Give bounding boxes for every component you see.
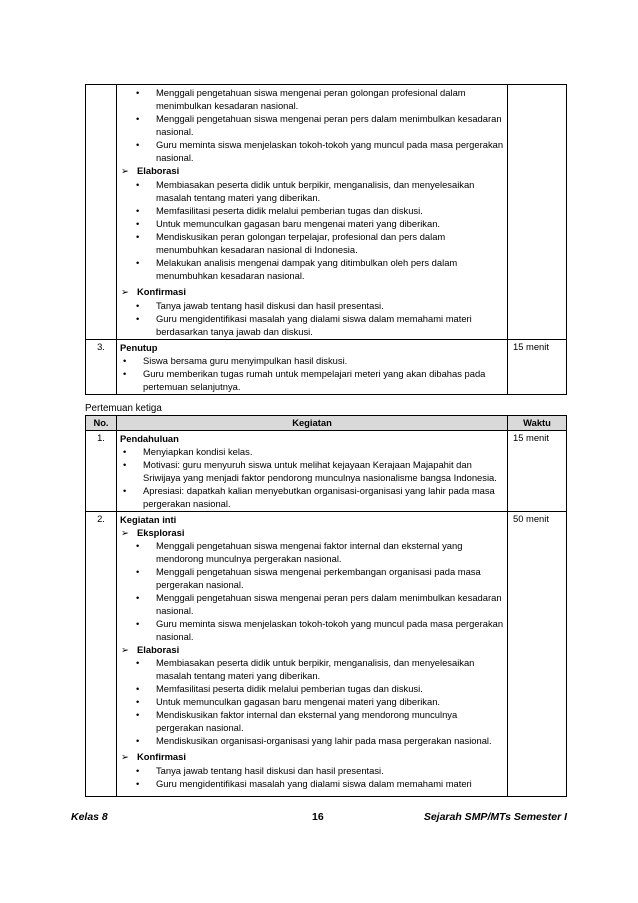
bullet-icon: • — [136, 618, 140, 629]
section-heading-konfirmasi: ➢ Konfirmasi — [121, 286, 186, 297]
section-heading-eksplorasi: ➢ Eksplorasi — [121, 527, 185, 538]
list-item: • Siswa bersama guru menyimpulkan hasil diskusi. — [120, 354, 505, 367]
header-no: No. — [86, 416, 117, 431]
list-item: • Guru mengidentifikasi masalah yang dialami siswa dalam memahami materi berdasarkan tanya jawab dan diskusi. — [136, 313, 472, 337]
list-item: • Menggali pengetahuan siswa mengenai perkembangan organisasi pada masa pergerakan nasional. — [136, 566, 481, 590]
bullet-icon: • — [136, 735, 140, 746]
list-item: • Mendiskusikan faktor internal dan eksternal yang mendorong munculnya pergerakan nasional. — [136, 709, 458, 733]
bullet-icon: • — [136, 205, 140, 216]
header-waktu: Waktu — [508, 416, 567, 431]
activity-cell — [117, 340, 508, 395]
row-number: 2. — [86, 512, 117, 797]
bullet-icon: • — [136, 139, 140, 150]
bullet-icon: • — [123, 368, 127, 379]
activity-title: Kegiatan inti — [120, 514, 177, 525]
bullet-icon: • — [136, 231, 140, 242]
time-cell: 15 menit — [508, 340, 567, 395]
bullet-icon: • — [136, 657, 140, 668]
footer-left: Kelas 8 — [71, 811, 108, 823]
activity-table-continued — [85, 84, 567, 395]
list-item: • Guru meminta siswa menjelaskan tokoh-tokoh yang muncul pada masa pergerakan nasional. — [136, 139, 504, 163]
arrow-bullet-icon: ➢ — [121, 286, 129, 297]
list-item: • Untuk memunculkan gagasan baru mengenai materi yang diberikan. — [136, 696, 441, 707]
activity-cell — [117, 85, 508, 340]
bullet-icon: • — [136, 592, 140, 603]
table-row — [86, 512, 567, 797]
bullet-icon: • — [136, 179, 140, 190]
bullet-icon: • — [136, 540, 140, 551]
list-item: • Guru meminta siswa menjelaskan tokoh-tokoh yang muncul pada masa pergerakan nasional. — [136, 618, 504, 642]
bullet-icon: • — [136, 765, 140, 776]
footer-right: Sejarah SMP/MTs Semester I — [423, 811, 567, 823]
list-item: • Menyiapkan kondisi kelas. — [120, 445, 505, 458]
bullet-icon: • — [136, 113, 140, 124]
bullet-icon: • — [136, 696, 140, 707]
activity-cell — [117, 512, 508, 797]
bullet-icon: • — [123, 459, 127, 470]
table-row — [86, 340, 567, 395]
table-header-row — [86, 416, 567, 431]
table-row — [86, 85, 567, 340]
arrow-bullet-icon: ➢ — [121, 751, 129, 762]
section-heading-konfirmasi: ➢ Konfirmasi — [121, 751, 186, 762]
arrow-bullet-icon: ➢ — [121, 644, 129, 655]
time-cell — [508, 85, 567, 340]
bullet-icon: • — [136, 257, 140, 268]
bullet-icon: • — [123, 446, 127, 457]
list-item: • Apresiasi: dapatkah kalian menyebutkan organisasi-organisasi yang lahir pada masa pergerakan nasional. — [120, 484, 505, 510]
header-kegiatan: Kegiatan — [117, 416, 508, 431]
bullet-icon: • — [136, 683, 140, 694]
bullet-icon: • — [136, 87, 140, 98]
list-item: • Membiasakan peserta didik untuk berpikir, menganalisis, dan menyelesaikan masalah tentang materi yang diberikan. — [136, 657, 475, 681]
list-item: • Mendiskusikan organisasi-organisasi yang lahir pada masa pergerakan nasional. — [136, 735, 492, 746]
bullet-icon: • — [136, 300, 140, 311]
bullet-icon: • — [123, 355, 127, 366]
list-item: • Memfasilitasi peserta didik melalui pemberian tugas dan diskusi. — [136, 205, 423, 216]
row-number — [86, 85, 117, 340]
list-item: • Melakukan analisis mengenai dampak yang ditimbulkan oleh pers dalam menumbuhkan kesadaran nasional. — [136, 257, 458, 281]
list-item: • Tanya jawab tentang hasil diskusi dan hasil presentasi. — [136, 300, 384, 311]
bullet-icon: • — [136, 566, 140, 577]
row-number: 3. — [86, 340, 117, 395]
list-item: • Menggali pengetahuan siswa mengenai peran golongan profesional dalam menimbulkan kesadaran nasional. — [136, 87, 466, 111]
bullet-icon: • — [136, 218, 140, 229]
section-heading-elaborasi: ➢ Elaborasi — [121, 165, 180, 176]
activity-title: Pendahuluan — [120, 433, 179, 444]
list-item: • Guru mengidentifikasi masalah yang dialami siswa dalam memahami materi — [136, 778, 472, 789]
footer-page-number: 16 — [312, 811, 324, 823]
list-item: • Untuk memunculkan gagasan baru mengenai materi yang diberikan. — [136, 218, 441, 229]
section-heading-elaborasi: ➢ Elaborasi — [121, 644, 180, 655]
row-number: 1. — [86, 431, 117, 512]
list-item: • Mendiskusikan peran golongan terpelajar, profesional dan pers dalam menumbuhkan kesadaran nasional di Indonesia. — [136, 231, 446, 255]
activity-table-pertemuan-ketiga — [85, 415, 567, 797]
list-item: • Menggali pengetahuan siswa mengenai faktor internal dan eksternal yang mendorong munculnya pergerakan nasional. — [136, 540, 463, 564]
bullet-icon: • — [123, 485, 127, 496]
table-row — [86, 431, 567, 512]
list-item: • Menggali pengetahuan siswa mengenai peran pers dalam menimbulkan kesadaran nasional. — [136, 113, 502, 137]
list-item: • Motivasi: guru menyuruh siswa untuk melihat kejayaan Kerajaan Majapahit dan Sriwijaya yang menjadi faktor pendorong munculnya nasionalisme bangsa Indonesia. — [120, 458, 505, 484]
list-item: • Membiasakan peserta didik untuk berpikir, menganalisis, dan menyelesaikan masalah tentang materi yang diberikan. — [136, 179, 475, 203]
section-title: Pertemuan ketiga — [85, 403, 162, 414]
activity-title: Penutup — [120, 342, 158, 353]
time-cell: 50 menit — [508, 512, 567, 797]
arrow-bullet-icon: ➢ — [121, 165, 129, 176]
time-cell: 15 menit — [508, 431, 567, 512]
list-item: • Memfasilitasi peserta didik melalui pemberian tugas dan diskusi. — [136, 683, 423, 694]
arrow-bullet-icon: ➢ — [121, 527, 129, 538]
list-item: • Tanya jawab tentang hasil diskusi dan hasil presentasi. — [136, 765, 384, 776]
activity-cell — [117, 431, 508, 512]
bullet-icon: • — [136, 778, 140, 789]
bullet-icon: • — [136, 709, 140, 720]
bullet-icon: • — [136, 313, 140, 324]
list-item: • Menggali pengetahuan siswa mengenai peran pers dalam menimbulkan kesadaran nasional. — [136, 592, 502, 616]
list-item: • Guru memberikan tugas rumah untuk mempelajari meteri yang akan dibahas pada pertemuan selanjutnya. — [120, 367, 505, 393]
